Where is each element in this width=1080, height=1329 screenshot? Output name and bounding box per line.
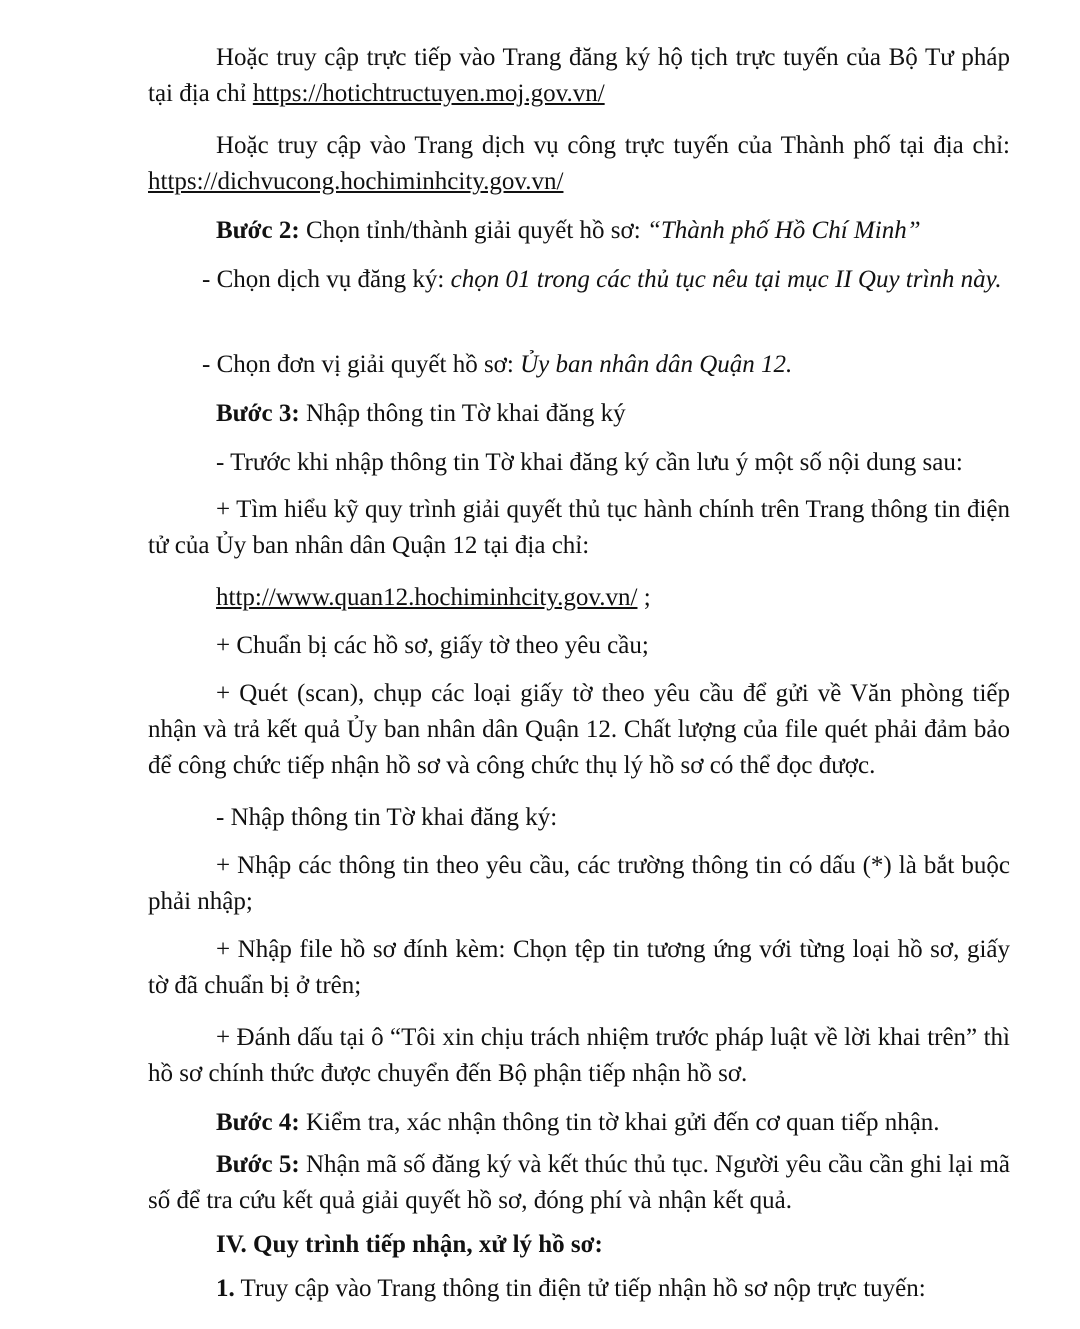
step-text: Chọn tỉnh/thành giải quyết hồ sơ:: [299, 217, 647, 244]
moj-portal-link[interactable]: https://hotichtructuyen.moj.gov.vn/: [252, 80, 605, 107]
paragraph-text: Hoặc truy cập vào Trang dịch vụ công trực tuyến của Thành phố tại địa chỉ:: [216, 132, 1010, 159]
step-3: [148, 396, 1010, 432]
step-label: Bước 2:: [216, 217, 300, 244]
step-text: Kiểm tra, xác nhận thông tin tờ khai gửi đến cơ quan tiếp nhận.: [299, 1109, 940, 1136]
note-3: + Quét (scan), chụp các loại giấy tờ theo yêu cầu để gửi về Văn phòng tiếp nhận và trả kết quả Ủy ban nhân dân Quận 12. Chất lượng của file quét phải đảm bảo để công chức tiếp nhận hồ sơ và công chức thụ lý hồ sơ có thể đọc được.: [148, 680, 1010, 779]
note-2: + Chuẩn bị các hồ sơ, giấy tờ theo yêu cầu;: [216, 632, 649, 659]
step-label: Bước 5:: [216, 1151, 300, 1178]
item-1: [148, 1271, 1010, 1307]
paragraph-moj-portal: [148, 40, 1010, 112]
choose-unit: [148, 347, 1010, 383]
hcm-portal-link[interactable]: https://dichvucong.hochiminhcity.gov.vn/: [148, 168, 564, 195]
quan12-url-line: [216, 580, 651, 616]
section-heading: IV. Quy trình tiếp nhận, xử lý hồ sơ:: [216, 1231, 603, 1258]
choose-service: [148, 262, 1010, 298]
step-label: Bước 4:: [216, 1109, 300, 1136]
step-value: “Thành phố Hồ Chí Minh”: [646, 217, 921, 244]
step-5: [148, 1147, 1010, 1219]
input-1: + Nhập các thông tin theo yêu cầu, các trường thông tin có dấu (*) là bắt buộc phải nhập;: [148, 852, 1010, 915]
note-1: + Tìm hiểu kỹ quy trình giải quyết thủ tục hành chính trên Trang thông tin điện tử của Ủy ban nhân dân Quận 12 tại địa chỉ:: [148, 496, 1010, 559]
input-intro: - Nhập thông tin Tờ khai đăng ký:: [216, 804, 558, 831]
item-text: - Chọn đơn vị giải quyết hồ sơ:: [202, 351, 521, 378]
item-text: - Chọn dịch vụ đăng ký:: [202, 266, 451, 293]
item-text: Truy cập vào Trang thông tin điện tử tiếp nhận hồ sơ nộp trực tuyến:: [234, 1275, 926, 1302]
quan12-link[interactable]: http://www.quan12.hochiminhcity.gov.vn/: [216, 584, 638, 611]
input-3: + Đánh dấu tại ô “Tôi xin chịu trách nhiệm trước pháp luật về lời khai trên” thì hồ sơ chính thức được chuyển đến Bộ phận tiếp nhận hồ sơ.: [148, 1024, 1010, 1087]
step-2: [148, 213, 1010, 249]
step-text: Nhập thông tin Tờ khai đăng ký: [299, 400, 626, 427]
step-4: [148, 1105, 1010, 1141]
input-2: + Nhập file hồ sơ đính kèm: Chọn tệp tin tương ứng với từng loại hồ sơ, giấy tờ đã chuẩn bị ở trên;: [148, 936, 1010, 999]
paragraph-hcm-portal: [148, 128, 1010, 200]
step-label: Bước 3:: [216, 400, 300, 427]
item-value: chọn 01 trong các thủ tục nêu tại mục II Quy trình này.: [450, 266, 1002, 293]
item-label: 1.: [216, 1275, 235, 1302]
url-suffix: ;: [637, 584, 651, 611]
step-text: Nhận mã số đăng ký và kết thúc thủ tục. Người yêu cầu cần ghi lại mã số để tra cứu kết quả giải quyết hồ sơ, đóng phí và nhận kết quả.: [148, 1151, 1010, 1214]
note-intro: - Trước khi nhập thông tin Tờ khai đăng ký cần lưu ý một số nội dung sau:: [216, 449, 963, 476]
item-value: Ủy ban nhân dân Quận 12.: [520, 351, 793, 378]
paragraph-text: Hoặc truy cập trực tiếp vào Trang đăng ký hộ tịch trực tuyến của Bộ Tư pháp tại địa chỉ: [148, 44, 1010, 107]
